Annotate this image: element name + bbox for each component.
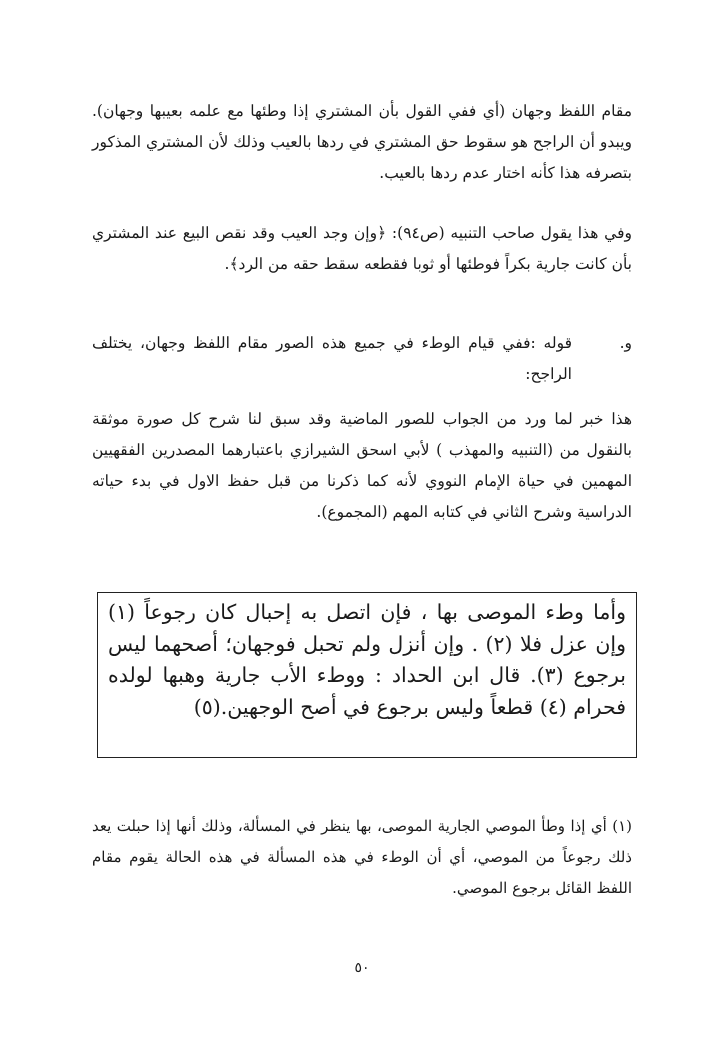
- page-number: ٥٠: [354, 960, 370, 976]
- list-item-waw: [92, 328, 632, 390]
- quoted-text-box: وأما وطء الموصى بها ، فإن اتصل به إحبال كان رجوعاً (١) وإن عزل فلا (٢) . وإن أنزل ولم تحبل فوجهان؛ أصحهما ليس برجوع (٣). قال ابن الحداد : ووطء الأب جارية وهبها لولده فحرام (٤) قطعاً وليس برجوع في أصح الوجهين.(٥): [97, 592, 637, 758]
- list-item-text: قوله :ففي قيام الوطء في جميع هذه الصور مقام اللفظ وجهان، يختلف الراجح:: [92, 334, 572, 383]
- body-paragraph-3: هذا خبر لما ورد من الجواب للصور الماضية وقد سبق لنا شرح كل صورة موثقة بالنقول من (التنبيه والمهذب ) لأبي اسحق الشيرازي باعتبارهما المصدرين الفقهيين المهمين في حياة الإمام النووي لأنه كما ذكرنا من قبل حفظ الاول في بدء حياته الدراسية وشرح الثاني في كتابه المهم (المجموع).: [92, 410, 632, 521]
- body-paragraph-1: مقام اللفظ وجهان (أي ففي القول بأن المشتري إذا وطئها مع علمه بعيبها وجهان). ويبدو أن الراجح هو سقوط حق المشتري في ردها بالعيب وذلك لأن المشتري المذكور بتصرفه هذا كأنه اختار عدم ردها بالعيب.: [92, 102, 632, 182]
- list-item-marker: و.: [619, 334, 632, 352]
- body-paragraph-2: وفي هذا يقول صاحب التنبيه (ص٩٤): ﴿وإن وجد العيب وقد نقص البيع عند المشتري بأن كانت جارية بكراً فوطئها أو ثوبا فقطعه سقط حقه من الرد﴾.: [92, 224, 632, 273]
- footnote-1: (١) أي إذا وطأ الموصي الجارية الموصى، بها ينظر في المسألة، وذلك أنها إذا حبلت يعد ذلك رجوعاً من الموصي، أي أن الوطء في هذه المسألة في هذه الحالة يقوم مقام اللفظ القائل برجوع الموصي.: [92, 817, 632, 897]
